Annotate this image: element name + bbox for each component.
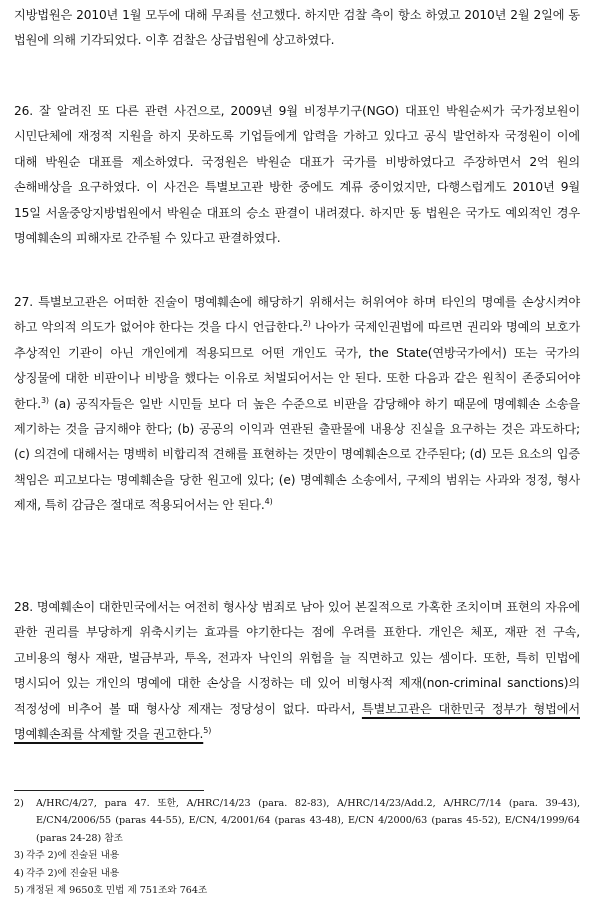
footnote-number: 2) <box>14 798 24 809</box>
paragraph-27 <box>14 290 580 519</box>
footnote-text: 개정된 제 9650호 민법 제 751조와 764조 <box>26 885 208 897</box>
paragraph-text: 26. 잘 알려진 또 다른 관련 사건으로, 2009년 9월 비정부기구(NGO) 대표인 박원순씨가 국가정보원이 시민단체에 재정적 지원을 하지 못하도록 기업들에게 압력을 가하고 있다고 공식 발언하자 국정원이 이에 대해 박원순 대표를 제소하였다. 국정원은 박원순 대표가 국가를 비방하였다고 주장하면서 2억 원의 손해배상을 요구하였다. 이 사건은 특별보고관 방한 중에도 계류 중이었지만, 다행스럽게도 2010년 9월 15일 서울중앙지방법원에서 박원순 대표의 승소 판결이 내려졌다. 하지만 동 법원은 국가도 예외적인 경우 명예훼손의 피해자로 간주될 수 있다고 판결하였다. <box>14 104 580 246</box>
paragraph-26 <box>14 99 580 251</box>
footnote-ref-5[interactable]: 5) <box>203 725 212 735</box>
footnote-ref-3[interactable]: 3) <box>40 395 49 405</box>
footnote-text: 각주 2)에 진술된 내용 <box>26 850 120 862</box>
paragraph-text: (a) 공직자들은 일반 시민들 보다 더 높은 수준으로 비판을 감당해야 하기 때문에 명예훼손 소송을 제기하는 것을 금지해야 한다; (b) 공공의 이익과 연관된 출판물에 내용상 진실을 요구하는 것은 과도하다; (c) 의견에 대해서는 명백히 비합리적 견해를 표현하는 것만이 명예훼손으로 간주된다; (d) 모든 요소의 입증 책임은 피고보다는 명예훼손을 당한 원고에 있다; (e) 명예훼손 소송에서, 구제의 범위는 사과와 정정, 형사 제재, 특히 감금은 절대로 적용되어서는 안 된다. <box>14 396 580 513</box>
footnote-item <box>14 882 580 899</box>
footnote-number: 4) <box>14 867 24 879</box>
paragraph-text: 28. 명예훼손이 대한민국에서는 여전히 형사상 범죄로 남아 있어 본질적으로 가혹한 조치이며 표현의 자유에 관한 권리를 부당하게 위축시키는 효과를 야기한다는 점에 우려를 표한다. 개인은 체포, 재판 전 구속, 고비용의 형사 재판, 벌금부과, 투옥, 전과자 낙인의 위험을 늘 직면하고 있는 셈이다. 또한, 특히 민법에 명시되어 있는 개인의 명예에 대한 손상을 시정하는 데 있어 비형사적 제재(non-criminal sanctions)의 적정성에 비추어 볼 때 형사상 제재는 정당성이 없다. 따라서, <box>14 600 580 716</box>
paragraph-28 <box>14 595 580 747</box>
underlined-recommendation: 특별보고관은 대한민국 정부가 형법에서 명예훼손죄를 삭제할 것을 권고한다. <box>14 701 580 742</box>
paragraph-text: 27. 특별보고관은 어떠한 진술이 명예훼손에 해당하기 위해서는 허위여야 하며 타인의 명예를 손상시켜야 하고 악의적 의도가 없어야 한다는 것을 다시 언급한다. <box>14 295 580 335</box>
footnote-item <box>14 865 580 882</box>
footnote-number: 3) <box>14 850 24 862</box>
footnotes <box>14 795 580 899</box>
footnote-ref-4[interactable]: 4) <box>264 497 273 507</box>
footnote-text: A/HRC/4/27, para 47. 또한, A/HRC/14/23 (para. 82-83), A/HRC/14/23/Add.2, A/HRC/7/14 (para. 39-43), E/CN4/2006/55 (paras 44-55), E/CN, 4/2001/64 (paras 43-48), E/CN 4/2000/63 (paras 45-52), E/CN4/1999/64 (paras 24-28) 참조 <box>36 798 580 844</box>
footnote-text: 각주 2)에 진술된 내용 <box>26 867 120 879</box>
paragraph-text: 지방법원은 2010년 1월 모두에 대해 무죄를 선고했다. 하지만 검찰 측이 항소 하였고 2010년 2월 2일에 동 법원에 의해 기각되었다. 이후 검찰은 상급법원에 상고하였다. <box>14 8 580 48</box>
footnote-item <box>14 795 580 847</box>
footnote-number: 5) <box>14 885 24 897</box>
paragraph-text: 나아가 국제인권법에 따르면 권리와 명예의 보호가 추상적인 기관이 아닌 개인에게 적용되므로 어떤 개인도 국가, the State(연방국가에서) 또는 국가의 상징물에 대한 비판이나 비방을 했다는 이유로 처벌되어서는 안 된다. 또한 다음과 같은 원칙이 존중되어야 한다. <box>14 320 580 411</box>
footnote-item <box>14 847 580 864</box>
footnote-divider <box>14 790 204 791</box>
paragraph-continuation <box>14 3 580 54</box>
footnote-ref-2[interactable]: 2) <box>302 319 311 329</box>
